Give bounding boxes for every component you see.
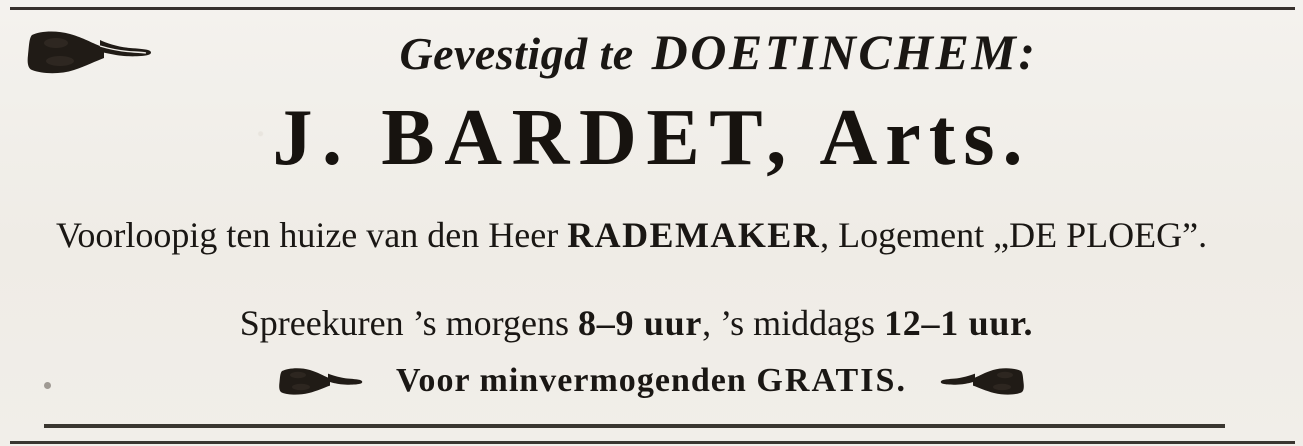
hours-prefix: Spreekuren ’s morgens <box>239 303 578 343</box>
free-care-prefix: Voor minvermogenden <box>395 362 757 399</box>
doctor-name: J. BARDET, <box>272 94 796 182</box>
pointing-hand-icon <box>26 27 174 77</box>
establishment-line <box>0 16 1303 88</box>
address-prefix: Voorloopig ten huize van den Heer <box>56 215 568 255</box>
establishment-text <box>174 23 1303 81</box>
pointing-hand-small-right-icon <box>929 365 1025 397</box>
page-title <box>0 96 1303 180</box>
host-name: RADEMAKER <box>567 215 821 255</box>
free-care-text <box>396 362 907 400</box>
morning-hours: 8–9 uur <box>578 303 703 343</box>
pointing-hand-small-icon <box>278 365 374 397</box>
free-care-line <box>0 358 1303 404</box>
establishment-city: DOETINCHEM: <box>651 24 1038 80</box>
address-suffix: , Logement „DE PLOEG”. <box>820 215 1208 255</box>
establishment-prefix: Gevestigd te <box>399 28 634 79</box>
address-line <box>56 212 1273 258</box>
doctor-profession: Arts. <box>819 94 1031 182</box>
hours-middle: , ’s middags <box>702 303 885 343</box>
bottom-rule <box>44 424 1225 428</box>
afternoon-hours: 12–1 uur. <box>884 303 1034 343</box>
office-hours-line <box>0 302 1303 344</box>
bottom-rule-outer <box>10 441 1295 444</box>
top-rule <box>10 7 1295 10</box>
gratis-label: GRATIS. <box>756 362 908 399</box>
